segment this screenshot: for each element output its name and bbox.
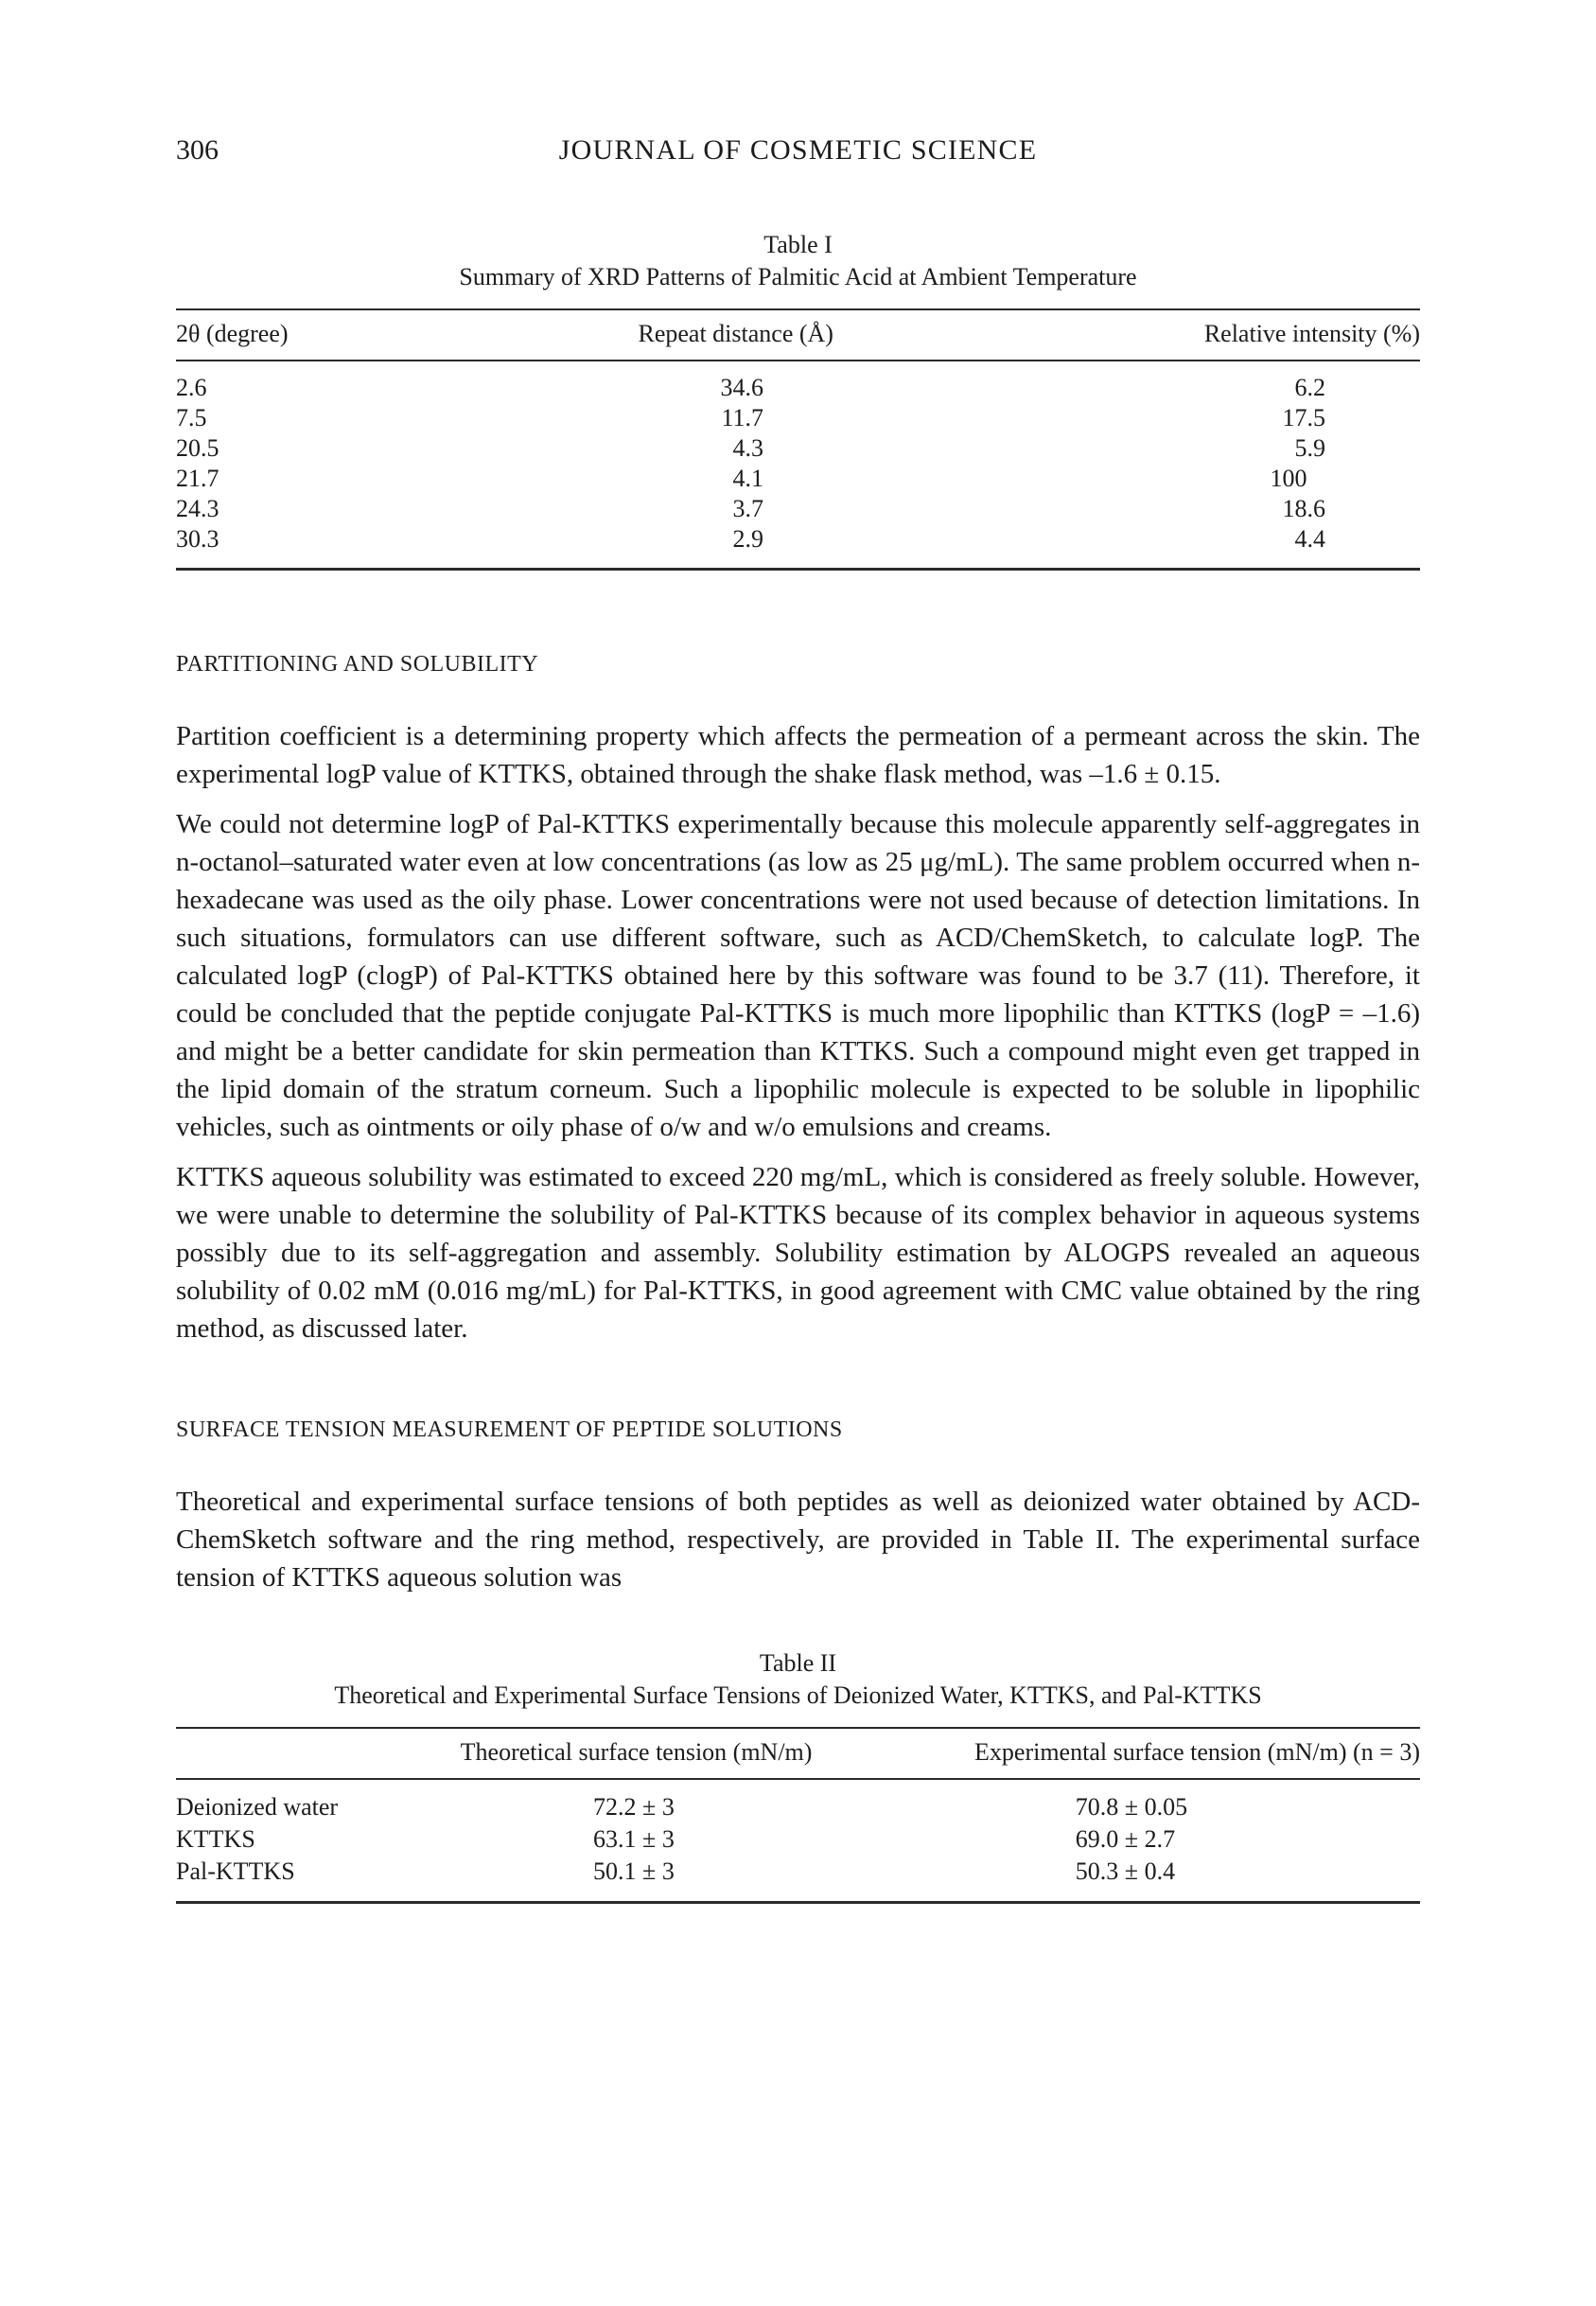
cell-repeat-distance: 2.9: [732, 525, 763, 553]
column-header-empty: [176, 1728, 425, 1779]
table2-caption-subtitle: Theoretical and Experimental Surface Tensions of Deionized Water, KTTKS, and Pal-KTTKS: [334, 1681, 1262, 1709]
table-row: [176, 433, 1420, 464]
table-row: [176, 464, 1420, 494]
cell-theoretical-tension: 72.2 ± 3: [593, 1793, 675, 1821]
table-row: [176, 494, 1420, 524]
cell-repeat-distance: 4.3: [732, 434, 763, 462]
column-header-repeat-distance: Repeat distance (Å): [512, 309, 959, 361]
cell-experimental-tension: 69.0 ± 2.7: [1075, 1825, 1176, 1853]
section-heading-surface-tension: SURFACE TENSION MEASUREMENT OF PEPTIDE SOLUTIONS: [176, 1417, 843, 1442]
table1-caption-label: Table I: [763, 231, 833, 258]
table1-caption-subtitle: Summary of XRD Patterns of Palmitic Acid at Ambient Temperature: [459, 263, 1137, 290]
paragraph: We could not determine logP of Pal-KTTKS experimentally because this molecule apparently self-aggregates in n-octanol–saturated water even at low concentrations (as low as 25 μg/mL). The same problem occurred when n-hexadecane was used as the oily phase. Lower concentrations were not used because of detection limitations. In such situations, formulators can use different software, such as ACD/ChemSketch, to calculate logP. The calculated logP (clogP) of Pal-KTTKS obtained here by this software was found to be 3.7 (11). Therefore, it could be concluded that the peptide conjugate Pal-KTTKS is much more lipophilic than KTTKS (logP = –1.6) and might be a better candidate for skin permeation than KTTKS. Such a compound might even get trapped in the lipid domain of the stratum corneum. Such a lipophilic molecule is expected to be soluble in lipophilic vehicles, such as ointments or oily phase of o/w and w/o emulsions and creams.: [176, 809, 1420, 1142]
cell-sample-label: KTTKS: [176, 1825, 255, 1853]
table2-caption-label: Table II: [759, 1649, 837, 1677]
cell-repeat-distance: 3.7: [732, 495, 763, 522]
cell-sample-label: Deionized water: [176, 1793, 339, 1821]
cell-experimental-tension: 70.8 ± 0.05: [1075, 1793, 1188, 1821]
table-header-row: [176, 1728, 1420, 1779]
table-row: [176, 1779, 1420, 1823]
table1-caption: [176, 229, 1420, 293]
column-header-angle: 2θ (degree): [176, 309, 512, 361]
page-number: 306: [176, 134, 219, 166]
paragraph: KTTKS aqueous solubility was estimated to exceed 220 mg/mL, which is considered as freely soluble. However, we were unable to determine the solubility of Pal-KTTKS because of its complex behavior in aqueous systems possibly due to its self-aggregation and assembly. Solubility estimation by ALOGPS revealed an aqueous solubility of 0.02 mM (0.016 mg/mL) for Pal-KTTKS, in good agreement with CMC value obtained by the ring method, as discussed later.: [176, 1162, 1420, 1344]
cell-angle: 20.5: [176, 434, 219, 462]
section-heading-partitioning-and-solubility: PARTITIONING AND SOLUBILITY: [176, 652, 539, 677]
cell-relative-intensity: 4.4: [1294, 525, 1325, 553]
cell-angle: 7.5: [176, 404, 207, 431]
cell-theoretical-tension: 50.1 ± 3: [593, 1857, 675, 1885]
table2-caption: [176, 1647, 1420, 1712]
cell-repeat-distance: 34.6: [720, 374, 763, 401]
cell-experimental-tension: 50.3 ± 0.4: [1075, 1857, 1176, 1885]
cell-sample-label: Pal-KTTKS: [176, 1857, 295, 1885]
page-header: [176, 134, 1420, 174]
journal-title: JOURNAL OF COSMETIC SCIENCE: [558, 134, 1038, 166]
surface-tension-table: [176, 1727, 1420, 1904]
table-header-row: [176, 309, 1420, 361]
cell-angle: 30.3: [176, 525, 219, 553]
table-row: [176, 361, 1420, 403]
cell-relative-intensity: 18.6: [1282, 495, 1325, 522]
column-header-experimental: Experimental surface tension (mN/m) (n = 3): [848, 1728, 1420, 1779]
column-header-relative-intensity: Relative intensity (%): [959, 309, 1420, 361]
cell-angle: 2.6: [176, 374, 207, 401]
cell-repeat-distance: 11.7: [721, 404, 763, 431]
cell-theoretical-tension: 63.1 ± 3: [593, 1825, 675, 1853]
cell-angle: 24.3: [176, 495, 219, 522]
cell-relative-intensity: 100: [1270, 465, 1307, 492]
table-row: [176, 1856, 1420, 1903]
paragraph: Partition coefficient is a determining property which affects the permeation of a permeant across the skin. The experimental logP value of KTTKS, obtained through the shake flask method, was –1.6 ± 0.15.: [176, 721, 1420, 789]
column-header-theoretical: Theoretical surface tension (mN/m): [425, 1728, 848, 1779]
cell-repeat-distance: 4.1: [732, 465, 763, 492]
cell-relative-intensity: 5.9: [1294, 434, 1325, 462]
table-row: [176, 403, 1420, 433]
cell-angle: 21.7: [176, 465, 219, 492]
cell-relative-intensity: 17.5: [1282, 404, 1325, 431]
table-row: [176, 524, 1420, 570]
table-row: [176, 1823, 1420, 1856]
xrd-patterns-table: [176, 308, 1420, 571]
cell-relative-intensity: 6.2: [1294, 374, 1325, 401]
paragraph: Theoretical and experimental surface tensions of both peptides as well as deionized water obtained by ACD-ChemSketch software and the ring method, respectively, are provided in Table II. The experimental surface tension of KTTKS aqueous solution was: [176, 1487, 1420, 1593]
